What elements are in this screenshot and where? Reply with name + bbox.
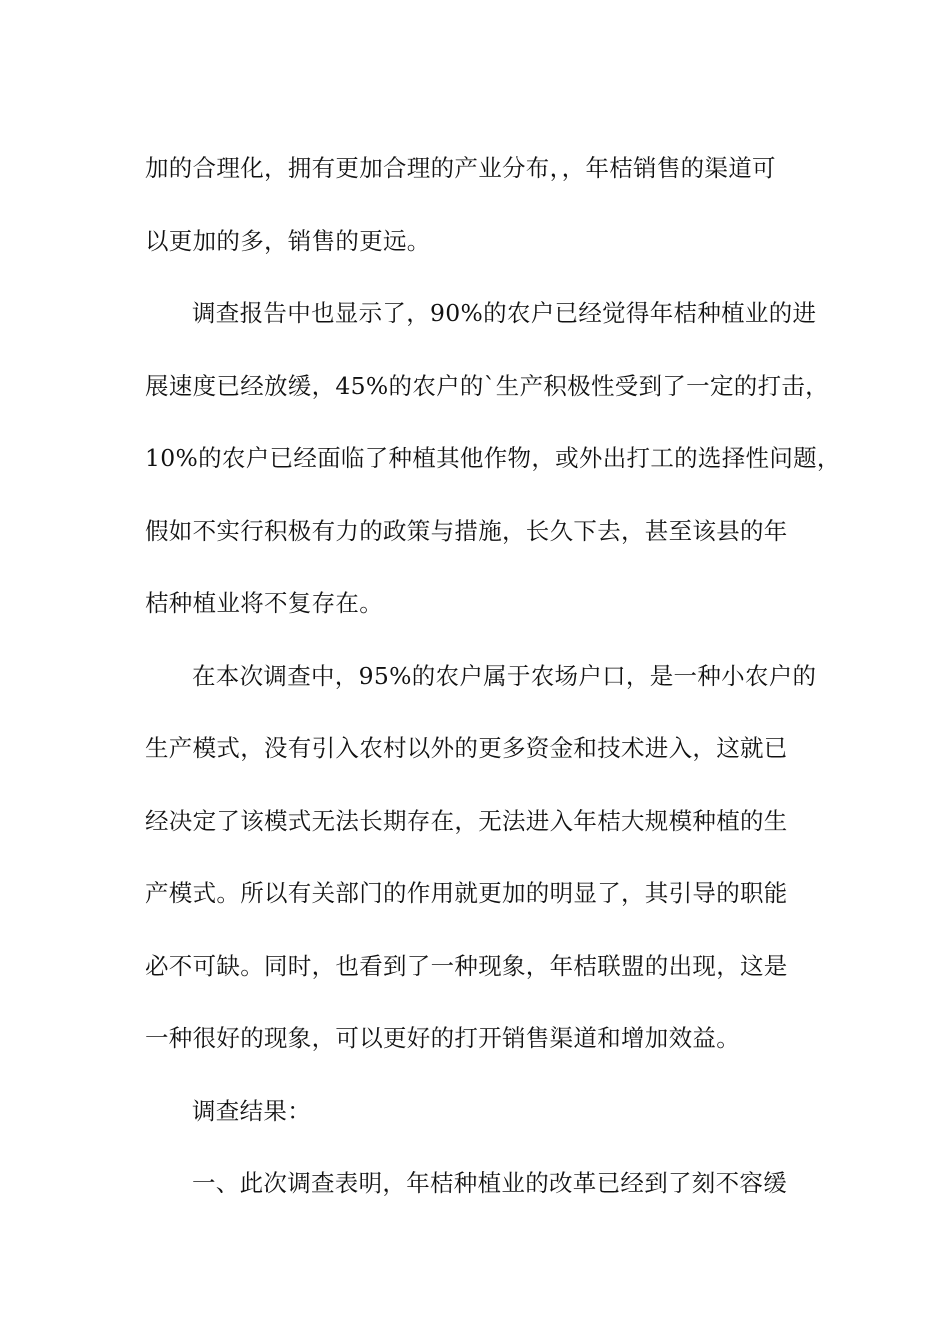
body-text (145, 132, 841, 1220)
text-line: 一种很好的现象，可以更好的打开销售渠道和增加效益。 (145, 1024, 740, 1052)
text-line: 必不可缺。同时，也看到了一种现象，年桔联盟的出现，这是 (145, 951, 788, 980)
text-line: 产模式。所以有关部门的作用就更加的明显了，其引导的职能 (145, 879, 788, 907)
text-line: 经决定了该模式无法长期存在，无法进入年桔大规模种植的生 (145, 806, 788, 835)
text-line: 10%的农户已经面临了种植其他作物，或外出打工的选择性问题， (145, 444, 841, 472)
section-heading: 调查结果： (192, 1096, 311, 1125)
text-line: 加的合理化，拥有更加合理的产业分布，，年桔销售的渠道可 (145, 154, 776, 182)
text-line: 桔种植业将不复存在。 (145, 589, 383, 617)
text-line: 假如不实行积极有力的政策与措施，长久下去，甚至该县的年 (145, 516, 788, 545)
paragraph-start-line: 在本次调查中，95%的农户属于农场户口，是一种小农户的 (192, 661, 817, 690)
paragraph-start-line: 一、此次调查表明，年桔种植业的改革已经到了刻不容缓 (192, 1169, 787, 1197)
text-line: 展速度已经放缓，45%的农户的`生产积极性受到了一定的打击， (145, 371, 829, 400)
text-line: 生产模式，没有引入农村以外的更多资金和技术进入，这就已 (145, 734, 788, 762)
paragraph-start-line: 调查报告中也显示了，90%的农户已经觉得年桔种植业的进 (192, 299, 817, 327)
text-line: 以更加的多，销售的更远。 (145, 226, 431, 255)
